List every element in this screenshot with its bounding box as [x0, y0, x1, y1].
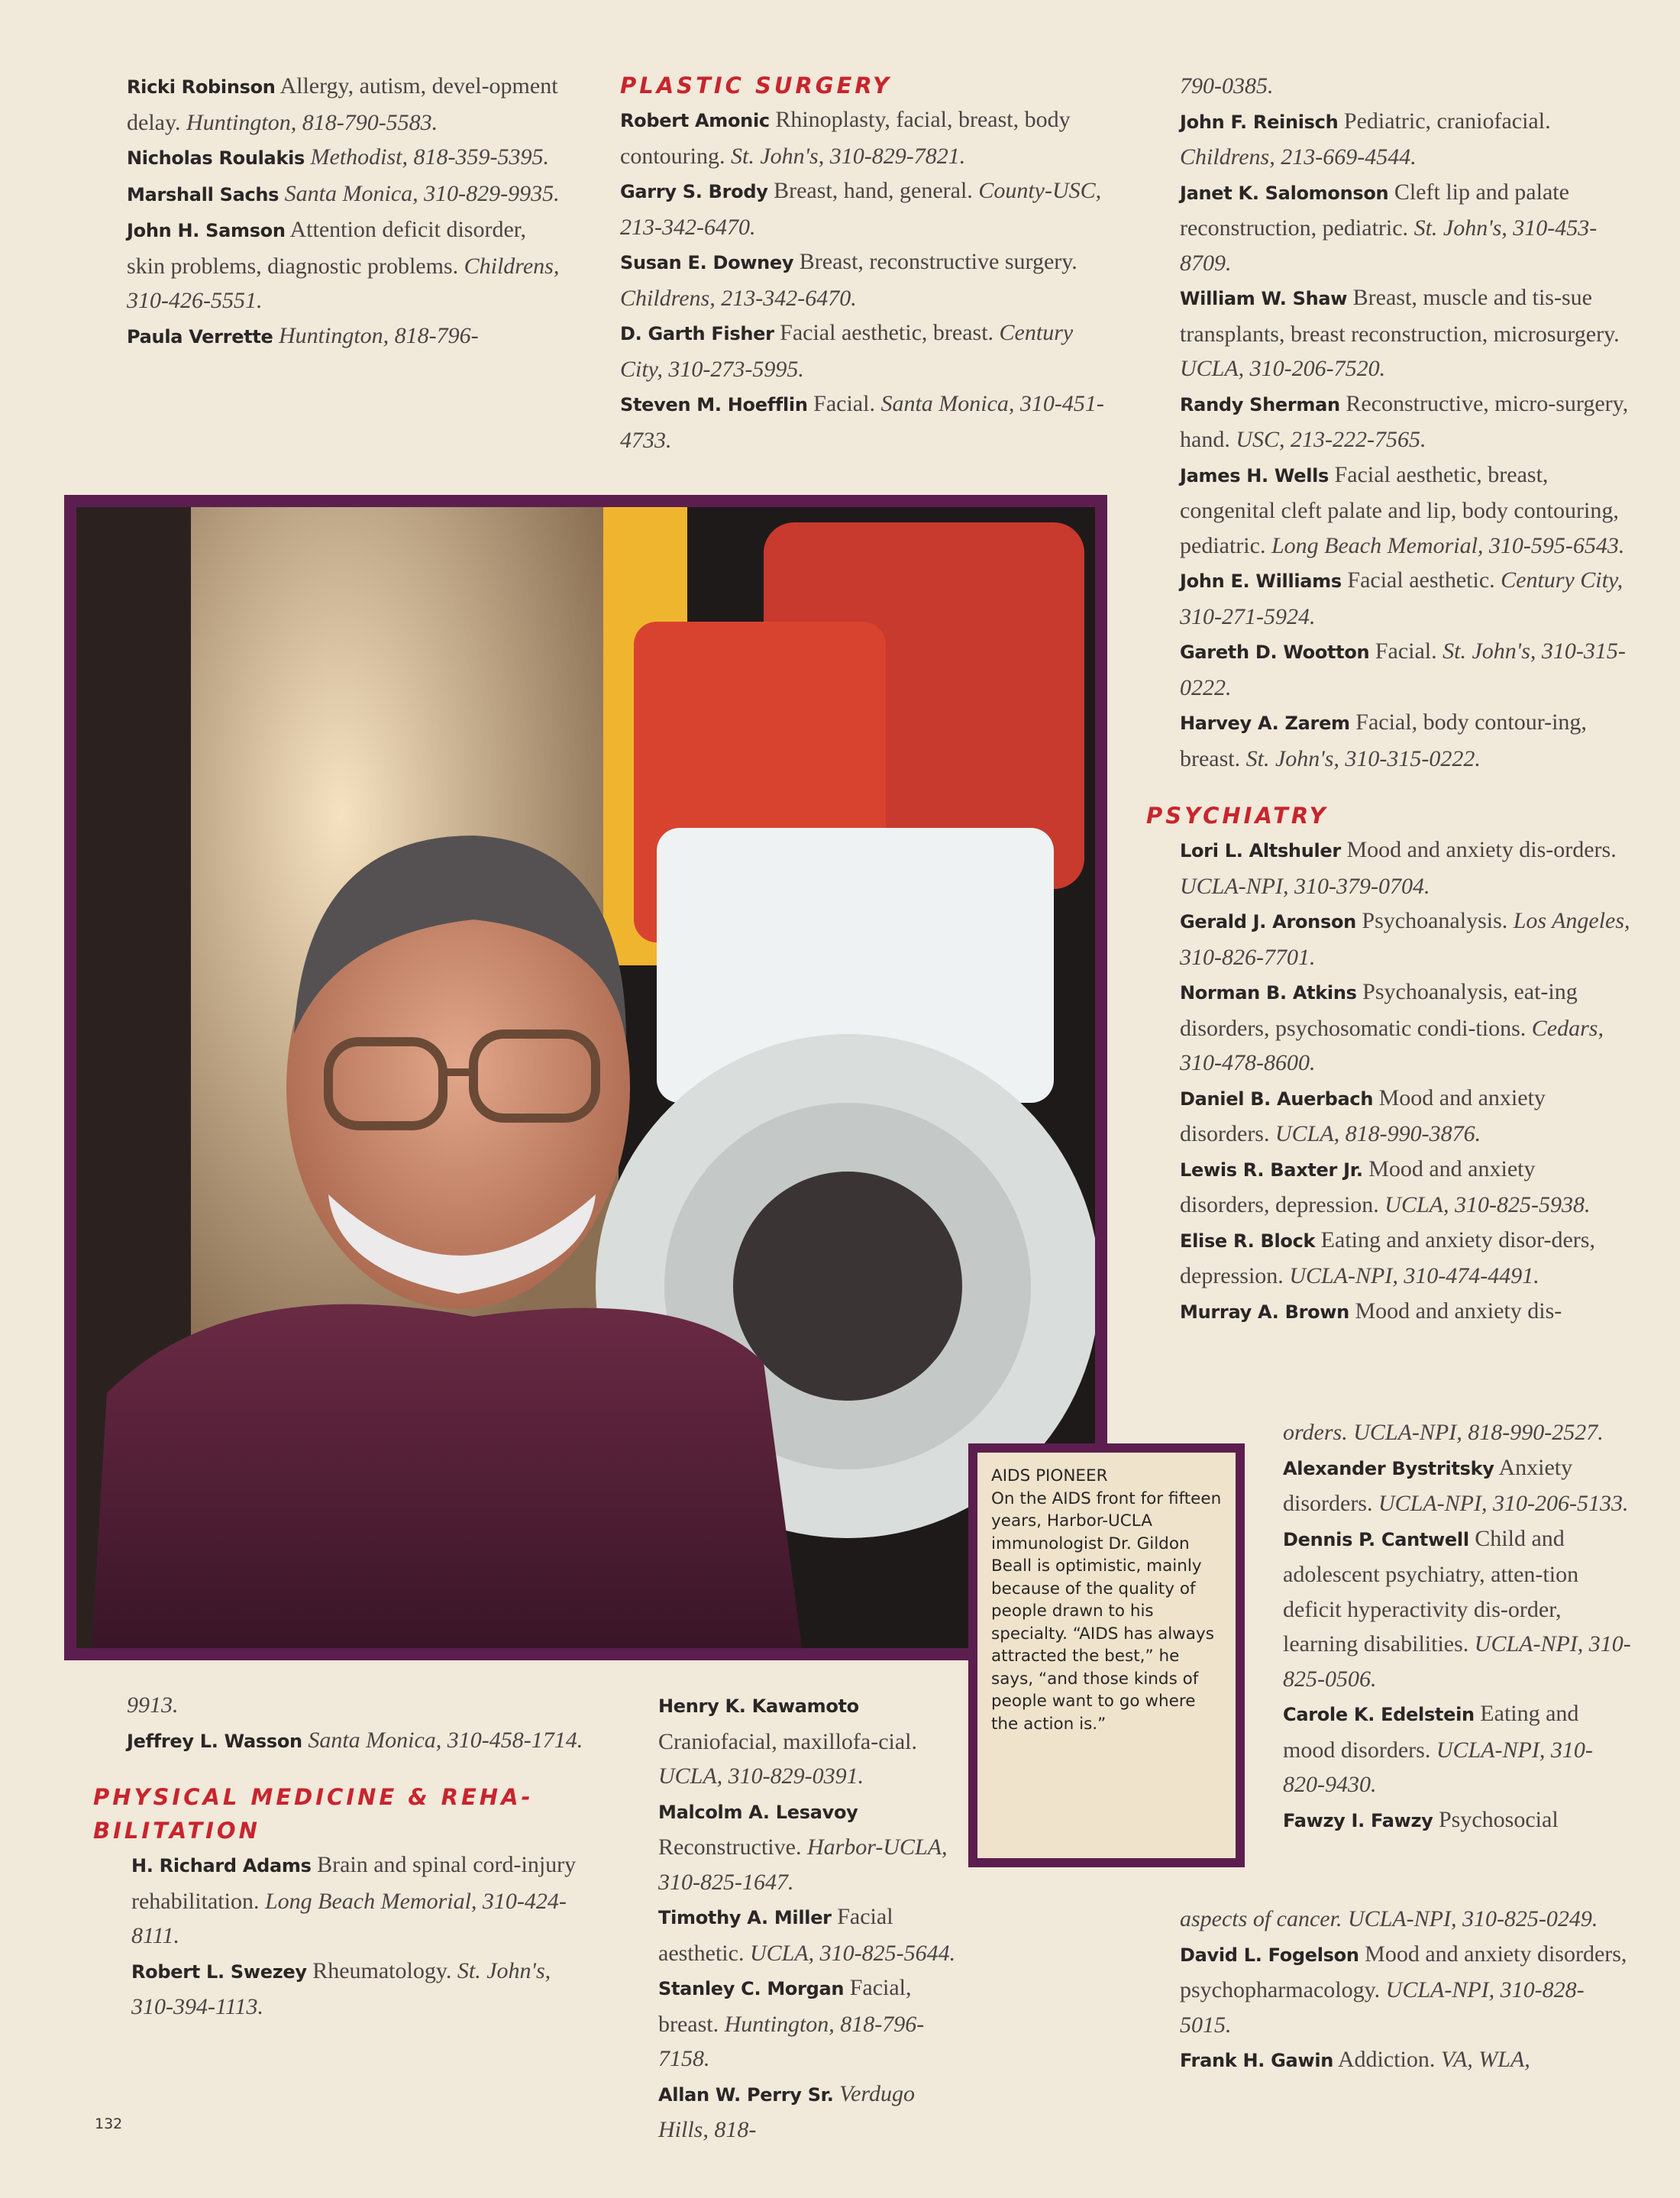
doctor-name: Murray A. Brown: [1180, 1301, 1349, 1323]
doctor-name: Fawzy I. Fawzy: [1283, 1809, 1433, 1831]
doctor-name: Alexander Bystritsky: [1283, 1457, 1494, 1479]
specialty: Brain and spinal cord-injury rehabilitation.: [131, 1852, 577, 1914]
doctor-name: Marshall Sachs: [127, 183, 279, 205]
directory-entry: [127, 318, 570, 355]
doctor-name: Harvey A. Zarem: [1180, 713, 1350, 734]
directory-entry: [1283, 1521, 1634, 1697]
doctor-name: Malcolm A. Lesavoy: [658, 1801, 858, 1823]
location-phone: St. John's, 310-315-0222.: [1245, 745, 1481, 771]
doctor-name: David L. Fogelson: [1180, 1944, 1359, 1966]
specialty: [834, 2081, 840, 2106]
column-3-narrow: [1283, 1415, 1634, 1838]
directory-entry: [1180, 2042, 1630, 2079]
caption-body: On the AIDS front for fifteen years, Harbor-UCLA immunologist Dr. Gildon Beall is optimistic, mainly because of the quality of people drawn to his specialty. “AIDS has always attracted the best,” he says, “and those kinds of people want to go where the action is.”: [991, 1488, 1222, 1734]
directory-entry: [1180, 1294, 1630, 1330]
section-heading-physical-medicine: PHYSICAL MEDICINE & REHA-BILITATION: [93, 1784, 534, 1844]
specialty: Breast, muscle and tis-sue transplants, breast reconstruction, microsurgery.: [1180, 285, 1620, 347]
location-phone: UCLA-NPI, 310-206-5133.: [1378, 1491, 1629, 1516]
specialty: Addiction.: [1333, 2047, 1441, 2072]
directory-entry: [131, 1847, 585, 1954]
location-phone: Harbor-UCLA, 310-825-1647.: [658, 1834, 948, 1895]
continued-entry-text: orders. UCLA-NPI, 818-990-2527.: [1283, 1420, 1604, 1445]
doctor-name: Daniel B. Auerbach: [1180, 1088, 1374, 1110]
directory-entry: [1180, 975, 1630, 1081]
continued-phone: 790-0385.: [1180, 73, 1274, 99]
specialty: [279, 181, 285, 206]
directory-entry: [1180, 563, 1630, 634]
specialty: Mood and anxiety dis-: [1349, 1298, 1562, 1324]
directory-entry: [1180, 903, 1630, 975]
column-3-bottom: [1180, 1902, 1630, 2079]
location-phone: UCLA-NPI, 310-474-4491.: [1289, 1263, 1539, 1288]
doctor-name: Robert Amonic: [620, 110, 770, 131]
portrait-illustration-icon: [76, 507, 1095, 1648]
doctor-name: Garry S. Brody: [620, 181, 768, 202]
specialty: Facial aesthetic.: [1341, 567, 1501, 593]
directory-entry: [131, 1954, 585, 2025]
specialty: [305, 144, 311, 170]
directory-entry: [658, 1794, 956, 1900]
specialty: Breast, reconstructive surgery.: [793, 249, 1077, 274]
directory-entry: [1283, 1802, 1634, 1839]
directory-entry: [620, 244, 1109, 315]
doctor-name: John F. Reinisch: [1180, 111, 1339, 133]
location-phone: Los Angeles, 310-826-7701.: [1180, 908, 1630, 970]
location-phone: County-USC, 213-342-6470.: [620, 178, 1102, 240]
specialty: Psychosocial: [1433, 1806, 1559, 1832]
doctor-name: James H. Wells: [1180, 464, 1329, 486]
directory-entry: [1180, 104, 1630, 175]
doctor-name: Jeffrey L. Wasson: [127, 1730, 302, 1752]
location-phone: UCLA, 310-825-5644.: [749, 1940, 956, 1966]
location-phone: UCLA, 310-829-0391.: [658, 1763, 864, 1789]
location-phone: Long Beach Memorial, 310-595-6543.: [1271, 532, 1625, 558]
location-phone: UCLA-NPI, 310-379-0704.: [1180, 873, 1430, 899]
specialty: Reconstructive, micro-surgery, hand.: [1180, 390, 1629, 452]
directory-entry: [127, 140, 570, 176]
location-phone: Santa Monica, 310-451-4733.: [620, 391, 1104, 453]
location-phone: USC, 213-222-7565.: [1236, 427, 1426, 452]
doctor-name: Norman B. Atkins: [1180, 982, 1357, 1004]
specialty: Facial.: [1369, 638, 1443, 664]
continued-entry-text-2: aspects of cancer. UCLA-NPI, 310-825-0249.: [1180, 1906, 1598, 1931]
column-3: [1146, 69, 1630, 1330]
location-phone: Verdugo Hills, 818-: [658, 2080, 915, 2142]
directory-entry: [1180, 634, 1630, 705]
directory-entry: [127, 176, 570, 213]
specialty: Psychoanalysis.: [1355, 908, 1514, 933]
specialty: Reconstructive.: [658, 1834, 807, 1860]
caption-title: AIDS PIONEER: [991, 1466, 1108, 1485]
continued-phone-2: 9913.: [127, 1692, 179, 1718]
location-phone: St. John's, 310-829-7821.: [730, 143, 966, 169]
caption-box: [968, 1443, 1245, 1867]
doctor-name: Paula Verrette: [127, 325, 273, 347]
directory-entry: [620, 173, 1109, 244]
section-heading-plastic-surgery: PLASTIC SURGERY: [620, 73, 893, 99]
column-1-top: [127, 69, 570, 354]
directory-entry: [658, 1970, 956, 2077]
doctor-name: John E. Williams: [1180, 571, 1342, 592]
doctor-name: Nicholas Roulakis: [127, 147, 305, 169]
specialty: Mood and anxiety dis-orders.: [1340, 837, 1617, 862]
specialty: [273, 323, 279, 348]
specialty: Pediatric, craniofacial.: [1338, 108, 1551, 134]
specialty: Rheumatology.: [306, 1957, 457, 1983]
doctor-name: D. Garth Fisher: [620, 323, 774, 344]
doctor-name: Ricki Robinson: [127, 76, 276, 98]
column-1-bottom: [93, 1688, 585, 2025]
location-phone: UCLA, 818-990-3876.: [1275, 1121, 1481, 1146]
column-2-bottom: [658, 1688, 956, 2148]
location-phone: Santa Monica, 310-458-1714.: [308, 1727, 583, 1753]
doctor-name: Susan E. Downey: [620, 252, 794, 273]
location-phone: Huntington, 818-796-: [279, 322, 479, 348]
directory-entry: [127, 69, 570, 140]
doctor-name: Gareth D. Wootton: [1180, 642, 1370, 663]
page-number: 132: [95, 2116, 123, 2132]
location-phone: St. John's, 310-315-0222.: [1180, 638, 1626, 700]
directory-entry: [1180, 280, 1630, 386]
portrait-photo: [76, 507, 1095, 1648]
specialty: Facial aesthetic, breast, congenital cleft palate and lip, body contouring, pediatric.: [1180, 461, 1619, 558]
directory-entry: [127, 212, 570, 318]
specialty: Craniofacial, maxillofa-cial.: [658, 1728, 918, 1754]
directory-entry: [1180, 1081, 1630, 1152]
specialty: Rhinoplasty, facial, breast, body contouring.: [620, 107, 1071, 169]
directory-entry: [658, 2077, 956, 2148]
directory-entry: [1180, 1223, 1630, 1294]
specialty: Cleft lip and palate reconstruction, pediatric.: [1180, 179, 1569, 241]
doctor-name: Timothy A. Miller: [658, 1907, 832, 1928]
location-phone: UCLA-NPI, 310-820-9430.: [1283, 1737, 1593, 1797]
directory-entry: [1180, 175, 1630, 281]
directory-entry: [1180, 1152, 1630, 1223]
location-phone: St. John's, 310-453-8709.: [1180, 215, 1598, 276]
specialty: Facial aesthetic.: [658, 1904, 893, 1966]
directory-entry: [1180, 386, 1630, 457]
directory-entry: [1283, 1696, 1634, 1802]
directory-entry: [1180, 1937, 1630, 2043]
specialty: Mood and anxiety disorders, depression.: [1180, 1156, 1536, 1217]
specialty: Facial, body contour-ing, breast.: [1180, 710, 1587, 771]
specialty: Child and adolescent psychiatry, atten-tion deficit hyperactivity dis-order, learning disabilities.: [1283, 1525, 1579, 1657]
doctor-name: Lewis R. Baxter Jr.: [1180, 1159, 1363, 1181]
directory-entry: [658, 1688, 956, 1794]
directory-entry: [658, 1899, 956, 1970]
doctor-name: Randy Sherman: [1180, 393, 1340, 415]
location-phone: Century City, 310-271-5924.: [1180, 567, 1623, 629]
doctor-name: Elise R. Block: [1180, 1230, 1316, 1252]
doctor-name: Gerald J. Aronson: [1180, 911, 1356, 933]
directory-entry: [1180, 832, 1630, 903]
doctor-name: Stanley C. Morgan: [658, 1978, 845, 1999]
specialty: Facial aesthetic, breast.: [774, 320, 1000, 345]
location-phone: UCLA-NPI, 310-825-0506.: [1283, 1631, 1631, 1692]
doctor-name: Carole K. Edelstein: [1283, 1704, 1475, 1725]
directory-entry: [1180, 457, 1630, 564]
location-phone: Long Beach Memorial, 310-424-8111.: [131, 1888, 567, 1948]
specialty: Eating and anxiety disor-ders, depression.: [1180, 1227, 1595, 1288]
doctor-name: Frank H. Gawin: [1180, 2050, 1334, 2071]
location-phone: Santa Monica, 310-829-9935.: [284, 180, 560, 206]
doctor-name: John H. Samson: [127, 220, 286, 241]
portrait-photo-frame: [64, 495, 1107, 1660]
doctor-name: Janet K. Salomonson: [1180, 182, 1389, 204]
doctor-name: William W. Shaw: [1180, 288, 1348, 309]
specialty: Eating and mood disorders.: [1283, 1701, 1579, 1763]
specialty: Allergy, autism, devel-opment delay.: [127, 73, 558, 135]
location-phone: Huntington, 818-796-7158.: [658, 2011, 925, 2071]
directory-entry: [127, 1723, 585, 1760]
doctor-name: Henry K. Kawamoto: [658, 1695, 859, 1717]
directory-entry: [1283, 1450, 1634, 1521]
doctor-name: Allan W. Perry Sr.: [658, 2083, 834, 2106]
location-phone: St. John's, 310-394-1113.: [131, 1957, 551, 2019]
specialty: Mood and anxiety disorders, psychopharmacology.: [1180, 1941, 1627, 2002]
location-phone: Childrens, 213-342-6470.: [620, 285, 857, 311]
specialty: Facial, breast.: [658, 1975, 912, 2037]
specialty: Facial.: [807, 391, 881, 416]
directory-entry: [620, 102, 1109, 173]
specialty: Mood and anxiety disorders.: [1180, 1084, 1546, 1146]
directory-entry: [620, 386, 1109, 457]
specialty: Psychoanalysis, eat-ing disorders, psychosomatic condi-tions.: [1180, 979, 1578, 1041]
location-phone: Century City, 310-273-5995.: [620, 320, 1074, 382]
doctor-name: Steven M. Hoefflin: [620, 394, 808, 415]
location-phone: UCLA-NPI, 310-828-5015.: [1180, 1977, 1585, 2038]
specialty: Anxiety disorders.: [1283, 1454, 1573, 1516]
specialty: Breast, hand, general.: [767, 178, 979, 203]
location-phone: Childrens, 213-669-4544.: [1180, 144, 1417, 170]
location-phone: UCLA, 310-825-5938.: [1384, 1192, 1591, 1217]
doctor-name: Robert L. Swezey: [131, 1960, 307, 1983]
column-2-top: [620, 69, 1109, 457]
location-phone: Methodist, 818-359-5395.: [310, 144, 549, 170]
section-heading-psychiatry: PSYCHIATRY: [1146, 803, 1329, 829]
specialty: Attention deficit disorder, skin problems, diagnostic problems.: [127, 217, 527, 279]
doctor-name: Dennis P. Cantwell: [1283, 1528, 1469, 1550]
location-phone: UCLA, 310-206-7520.: [1180, 356, 1386, 381]
directory-entry: [620, 315, 1109, 386]
location-phone: Childrens, 310-426-5551.: [127, 253, 560, 313]
directory-entry: [1180, 705, 1630, 776]
location-phone: Huntington, 818-790-5583.: [186, 109, 438, 135]
location-phone: Cedars, 310-478-8600.: [1180, 1015, 1604, 1075]
doctor-name: H. Richard Adams: [131, 1855, 312, 1876]
doctor-name: Lori L. Altshuler: [1180, 840, 1341, 861]
location-phone: VA, WLA,: [1440, 2047, 1530, 2072]
